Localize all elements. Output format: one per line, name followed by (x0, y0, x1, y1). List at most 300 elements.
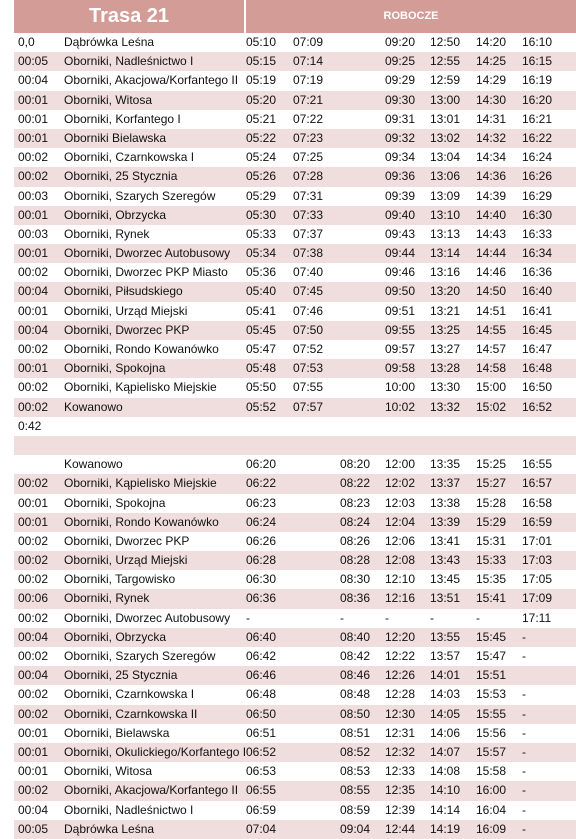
departure-time: 12:20 (385, 629, 416, 644)
departure-time: - (522, 687, 526, 702)
departure-time: 15:25 (476, 457, 507, 472)
timetable-table (14, 33, 576, 839)
stop-offset: 00:02 (18, 476, 49, 491)
stop-offset: 00:04 (18, 284, 49, 299)
departure-time: 05:45 (246, 322, 277, 337)
departure-time: - (522, 783, 526, 798)
total-travel-time: 0:42 (18, 418, 42, 433)
departure-time: 06:52 (246, 744, 277, 759)
table-row (14, 820, 576, 839)
stop-name: Oborniki, Dworzec Autobusowy (64, 610, 231, 625)
departure-time: 09:29 (385, 73, 416, 88)
stop-name: Oborniki, Rondo Kowanówko (64, 342, 219, 356)
stop-name: Oborniki, Spokojna (64, 495, 166, 510)
departure-time: 14:08 (430, 764, 461, 779)
table-row (14, 129, 576, 148)
departure-time: 16:55 (522, 457, 553, 472)
stop-offset: 00:04 (18, 629, 49, 644)
departure-time: 13:37 (430, 476, 461, 491)
stop-name: Oborniki, Czarnkowska I (64, 687, 195, 702)
stop-offset: 00:02 (18, 265, 49, 280)
departure-time: 13:04 (430, 150, 461, 165)
departure-time: 14:34 (476, 150, 507, 165)
departure-time: 12:10 (385, 572, 416, 587)
departure-time: 12:02 (385, 476, 416, 491)
table-row (14, 206, 576, 225)
departure-time: 16:22 (522, 130, 553, 145)
table-row (14, 282, 576, 301)
departure-time: 10:02 (385, 399, 416, 414)
stop-offset: 00:02 (18, 399, 49, 414)
departure-time: 07:38 (293, 246, 324, 261)
departure-time: 12:39 (385, 802, 416, 817)
departure-time: 08:55 (340, 783, 371, 798)
departure-time: 15:33 (476, 553, 507, 568)
departure-time: 09:34 (385, 150, 416, 165)
departure-time: 12:26 (385, 668, 416, 683)
stop-name: Dąbrówka Leśna (64, 35, 155, 49)
stop-name: Oborniki, Kąpielisko Miejskie (64, 476, 217, 491)
stop-offset: 0,0 (18, 35, 35, 49)
departure-time: 06:26 (246, 533, 277, 548)
stop-name: Oborniki, Urząd Miejski (64, 303, 188, 318)
departure-time: 13:27 (430, 342, 461, 356)
departure-time: 09:30 (385, 92, 416, 107)
departure-time: 09:58 (385, 361, 416, 376)
stop-offset: 00:01 (18, 246, 49, 261)
departure-time: 14:51 (476, 303, 507, 318)
stop-offset: 00:01 (18, 744, 49, 759)
departure-time: 15:55 (476, 706, 507, 721)
departure-time: 13:39 (430, 514, 461, 529)
stop-offset: 00:02 (18, 572, 49, 587)
table-row (14, 340, 576, 359)
departure-time: 06:20 (246, 457, 277, 472)
section-divider (14, 436, 576, 455)
departure-time: 08:53 (340, 764, 371, 779)
departure-time: 16:50 (522, 380, 553, 395)
stop-name: Oborniki, 25 Stycznia (64, 668, 178, 683)
departure-time: 05:24 (246, 150, 277, 165)
departure-time: 12:32 (385, 744, 416, 759)
departure-time: 08:30 (340, 572, 371, 587)
stop-name: Dąbrówka Leśna (64, 821, 155, 836)
departure-time: 07:55 (293, 380, 324, 395)
departure-time: 09:55 (385, 322, 416, 337)
stop-offset: 00:02 (18, 533, 49, 548)
departure-time: 15:27 (476, 476, 507, 491)
departure-time: 15:47 (476, 649, 507, 663)
stop-offset: 00:02 (18, 706, 49, 721)
departure-time: 05:20 (246, 92, 277, 107)
stop-name: Oborniki, Witosa (64, 764, 153, 779)
departure-time: 14:31 (476, 111, 507, 126)
stop-offset: 00:01 (18, 361, 49, 376)
departure-time: 05:29 (246, 188, 277, 203)
departure-time: 15:28 (476, 495, 507, 510)
departure-time: 12:59 (430, 73, 461, 88)
departure-time: 08:26 (340, 533, 371, 548)
departure-time: 13:10 (430, 207, 461, 222)
table-row (14, 628, 576, 647)
departure-time: 12:16 (385, 591, 416, 606)
departure-time: 07:37 (293, 226, 324, 241)
departure-time: 16:19 (522, 73, 553, 88)
departure-time: 08:23 (340, 495, 371, 510)
departure-time: 13:41 (430, 533, 461, 548)
departure-time: 05:21 (246, 111, 277, 126)
departure-time: 06:40 (246, 629, 277, 644)
departure-time: 12:22 (385, 649, 416, 663)
departure-time: - (476, 610, 480, 625)
departure-time: 07:21 (293, 92, 324, 107)
departure-time: 09:04 (340, 821, 371, 836)
departure-time: 16:10 (522, 35, 553, 49)
stop-offset: 00:01 (18, 514, 49, 529)
departure-time: 13:35 (430, 457, 461, 472)
table-row (14, 33, 576, 52)
stop-name: Oborniki, Nadleśnictwo I (64, 54, 194, 69)
stop-offset: 00:02 (18, 649, 49, 663)
departure-time: 16:20 (522, 92, 553, 107)
stop-name: Oborniki, Rynek (64, 226, 150, 241)
departure-time: 08:52 (340, 744, 371, 759)
stop-offset: 00:01 (18, 92, 49, 107)
departure-time: 07:50 (293, 322, 324, 337)
stop-name: Oborniki, Dworzec PKP (64, 322, 190, 337)
departure-time: 07:53 (293, 361, 324, 376)
departure-time: 06:28 (246, 553, 277, 568)
departure-time: 06:42 (246, 649, 277, 663)
table-row (14, 589, 576, 608)
departure-time: 06:36 (246, 591, 277, 606)
departure-time: 07:57 (293, 399, 324, 414)
departure-time: 15:31 (476, 533, 507, 548)
table-row (14, 801, 576, 820)
departure-time: 15:57 (476, 744, 507, 759)
departure-time: - (246, 610, 250, 625)
stop-name: Oborniki, Dworzec PKP (64, 533, 190, 548)
departure-time: 13:38 (430, 495, 461, 510)
table-row (14, 666, 576, 685)
departure-time: 08:22 (340, 476, 371, 491)
stop-name: Oborniki, Targowisko (64, 572, 176, 587)
departure-time: - (340, 610, 344, 625)
stop-name: Oborniki, Dworzec Autobusowy (64, 246, 231, 261)
table-row (14, 570, 576, 589)
departure-time: 14:40 (476, 207, 507, 222)
departure-time: 06:48 (246, 687, 277, 702)
departure-time: 09:46 (385, 265, 416, 280)
departure-time: 13:01 (430, 111, 461, 126)
departure-time: 14:32 (476, 130, 507, 145)
departure-time: - (522, 764, 526, 779)
departure-time: 09:31 (385, 111, 416, 126)
departure-time: 17:03 (522, 553, 553, 568)
departure-time: 07:46 (293, 303, 324, 318)
departure-time: 07:25 (293, 150, 324, 165)
table-row (14, 110, 576, 129)
departure-time: 08:48 (340, 687, 371, 702)
departure-time: 16:15 (522, 54, 553, 69)
stop-offset: 00:04 (18, 322, 49, 337)
stop-name: Kowanowo (64, 399, 123, 414)
departure-time: 14:50 (476, 284, 507, 299)
stop-name: Oborniki, Akacjowa/Korfantego II (64, 73, 239, 88)
stop-offset: 00:02 (18, 169, 49, 184)
stop-name: Oborniki, Obrzycka (64, 629, 167, 644)
departure-time: 13:20 (430, 284, 461, 299)
table-row (14, 359, 576, 378)
stop-name: Oborniki, Dworzec PKP Miasto (64, 265, 228, 280)
stop-offset: 00:02 (18, 380, 49, 395)
departure-time: 07:28 (293, 169, 324, 184)
departure-time: 16:29 (522, 188, 553, 203)
departure-time: 09:44 (385, 246, 416, 261)
departure-time: 07:14 (293, 54, 324, 69)
departure-time: 14:44 (476, 246, 507, 261)
departure-time: 05:52 (246, 399, 277, 414)
departure-time: 16:30 (522, 207, 553, 222)
departure-time: 09:32 (385, 130, 416, 145)
departure-time: 07:45 (293, 284, 324, 299)
table-row (14, 743, 576, 762)
stop-offset: 00:01 (18, 764, 49, 779)
departure-time: 13:57 (430, 649, 461, 663)
departure-time: 15:56 (476, 725, 507, 740)
departure-time: 12:00 (385, 457, 416, 472)
departure-time: 14:10 (430, 783, 461, 798)
stop-offset: 00:04 (18, 802, 49, 817)
departure-time: 16:09 (476, 821, 507, 836)
departure-time: 17:11 (522, 610, 552, 625)
stop-name: Oborniki, Bielawska (64, 725, 170, 740)
departure-time: 08:24 (340, 514, 371, 529)
departure-time: 16:00 (476, 783, 507, 798)
departure-time: - (522, 725, 526, 740)
departure-time: - (522, 802, 526, 817)
departure-time: 05:10 (246, 35, 277, 49)
stop-name: Oborniki, 25 Stycznia (64, 169, 178, 184)
departure-time: 06:46 (246, 668, 277, 683)
departure-time: 13:55 (430, 629, 461, 644)
stop-offset: 00:02 (18, 553, 49, 568)
stop-offset: 00:02 (18, 783, 49, 798)
departure-time: 13:16 (430, 265, 461, 280)
departure-time: 05:40 (246, 284, 277, 299)
departure-time: 14:46 (476, 265, 507, 280)
table-row (14, 494, 576, 513)
stop-offset: 00:06 (18, 591, 49, 606)
departure-time: 16:34 (522, 246, 553, 261)
table-row (14, 167, 576, 186)
departure-time: 13:43 (430, 553, 461, 568)
departure-time: 15:51 (476, 668, 507, 683)
stop-name: Oborniki, Rondo Kowanówko (64, 514, 219, 529)
table-row (14, 762, 576, 781)
table-row (14, 91, 576, 110)
departure-time: - (522, 744, 526, 759)
departure-time: 17:09 (522, 591, 553, 606)
table-row (14, 187, 576, 206)
departure-time: 14:36 (476, 169, 507, 184)
departure-time: 14:25 (476, 54, 507, 69)
stop-offset: 00:03 (18, 226, 49, 241)
departure-time: 15:41 (476, 591, 507, 606)
departure-time: 14:14 (430, 802, 461, 817)
stop-offset: 00:02 (18, 150, 49, 165)
departure-time: 06:53 (246, 764, 277, 779)
departure-time: 12:35 (385, 783, 416, 798)
departure-time: 16:47 (522, 342, 553, 356)
departure-time: - (522, 649, 526, 663)
departure-time: 08:42 (340, 649, 371, 663)
departure-time: 08:46 (340, 668, 371, 683)
table-row (14, 705, 576, 724)
departure-time: 07:19 (293, 73, 324, 88)
departure-time: - (385, 610, 389, 625)
stop-offset: 00:05 (18, 821, 49, 836)
stop-offset: 00:04 (18, 668, 49, 683)
departure-time: 10:00 (385, 380, 416, 395)
departure-time: 12:55 (430, 54, 461, 69)
departure-time: 05:41 (246, 303, 277, 318)
stop-offset: 00:01 (18, 303, 49, 318)
departure-time: 08:51 (340, 725, 371, 740)
departure-time: 14:20 (476, 35, 507, 49)
departure-time: 13:14 (430, 246, 461, 261)
departure-time: 16:58 (522, 495, 553, 510)
stop-offset: 00:05 (18, 54, 49, 69)
departure-time: 13:02 (430, 130, 461, 145)
departure-time: 13:09 (430, 188, 461, 203)
departure-time: 09:57 (385, 342, 416, 356)
departure-time: 14:05 (430, 706, 461, 721)
table-row (14, 263, 576, 282)
departure-time: 14:43 (476, 226, 507, 241)
departure-time: 16:36 (522, 265, 553, 280)
table-row (14, 398, 576, 417)
departure-time: 06:22 (246, 476, 277, 491)
departure-time: 05:48 (246, 361, 277, 376)
departure-time: 06:55 (246, 783, 277, 798)
departure-time: - (430, 610, 434, 625)
total-travel-time-row (14, 417, 576, 436)
departure-time: 09:25 (385, 54, 416, 69)
departure-time: 07:52 (293, 342, 324, 356)
table-row (14, 609, 576, 628)
stop-offset: 00:01 (18, 111, 49, 126)
table-row (14, 724, 576, 743)
departure-time: 15:53 (476, 687, 507, 702)
departure-time: - (522, 821, 526, 836)
day-type-label: ROBOCZE (246, 0, 576, 33)
departure-time: 12:08 (385, 553, 416, 568)
departure-time: 07:22 (293, 111, 324, 126)
departure-time: 07:33 (293, 207, 324, 222)
departure-time: 09:39 (385, 188, 416, 203)
route-title: Trasa 21 (14, 0, 244, 33)
table-row (14, 532, 576, 551)
departure-time: 13:51 (430, 591, 461, 606)
table-row (14, 321, 576, 340)
stop-name: Oborniki, Witosa (64, 92, 153, 107)
departure-time: 15:35 (476, 572, 507, 587)
table-row (14, 781, 576, 800)
table-row (14, 302, 576, 321)
departure-time: 14:29 (476, 73, 507, 88)
departure-time: 14:01 (430, 668, 461, 683)
stop-name: Oborniki, Kąpielisko Miejskie (64, 380, 217, 395)
departure-time: 05:30 (246, 207, 277, 222)
stop-offset: 00:01 (18, 495, 49, 510)
departure-time: 12:50 (430, 35, 461, 49)
departure-time: 12:06 (385, 533, 416, 548)
stop-name: Kowanowo (64, 457, 123, 472)
departure-time: 16:40 (522, 284, 553, 299)
stop-name: Oborniki, Piłsudskiego (64, 284, 183, 299)
departure-time: 16:52 (522, 399, 553, 414)
departure-time: 07:40 (293, 265, 324, 280)
table-row (14, 647, 576, 666)
departure-time: 15:58 (476, 764, 507, 779)
departure-time: 13:25 (430, 322, 461, 337)
departure-time: 07:31 (293, 188, 324, 203)
departure-time: 07:04 (246, 821, 277, 836)
departure-time: 05:33 (246, 226, 277, 241)
departure-time: 13:21 (430, 303, 461, 318)
departure-time: 14:07 (430, 744, 461, 759)
departure-time: 14:58 (476, 361, 507, 376)
table-row (14, 378, 576, 397)
departure-time: 07:23 (293, 130, 324, 145)
stop-offset: 00:02 (18, 610, 49, 625)
timetable-header (0, 0, 576, 33)
departure-time: 08:20 (340, 457, 371, 472)
departure-time: 06:51 (246, 725, 277, 740)
departure-time: 05:15 (246, 54, 277, 69)
stop-name: Oborniki, Okulickiego/Korfantego I (64, 744, 247, 759)
departure-time: 08:59 (340, 802, 371, 817)
departure-time: 13:45 (430, 572, 461, 587)
departure-time: 05:26 (246, 169, 277, 184)
stop-name: Oborniki, Czarnkowska I (64, 150, 195, 165)
table-row (14, 513, 576, 532)
table-row (14, 244, 576, 263)
departure-time: 15:45 (476, 629, 507, 644)
departure-time: 13:00 (430, 92, 461, 107)
stop-name: Oborniki Bielawska (64, 130, 167, 145)
table-row (14, 52, 576, 71)
stop-name: Oborniki, Szarych Szeregów (64, 188, 216, 203)
stop-name: Oborniki, Nadleśnictwo I (64, 802, 194, 817)
departure-time: 16:04 (476, 802, 507, 817)
departure-time: 09:51 (385, 303, 416, 318)
departure-time: 16:59 (522, 514, 553, 529)
departure-time: 06:30 (246, 572, 277, 587)
departure-time: 08:40 (340, 629, 371, 644)
departure-time: 12:44 (385, 821, 416, 836)
departure-time: 14:39 (476, 188, 507, 203)
departure-time: 12:30 (385, 706, 416, 721)
departure-time: 09:43 (385, 226, 416, 241)
stop-offset: 00:04 (18, 73, 49, 88)
stop-name: Oborniki, Korfantego I (64, 111, 181, 126)
departure-time: 05:47 (246, 342, 277, 356)
departure-time: 13:13 (430, 226, 461, 241)
departure-time: 07:09 (293, 35, 324, 49)
stop-name: Oborniki, Urząd Miejski (64, 553, 188, 568)
